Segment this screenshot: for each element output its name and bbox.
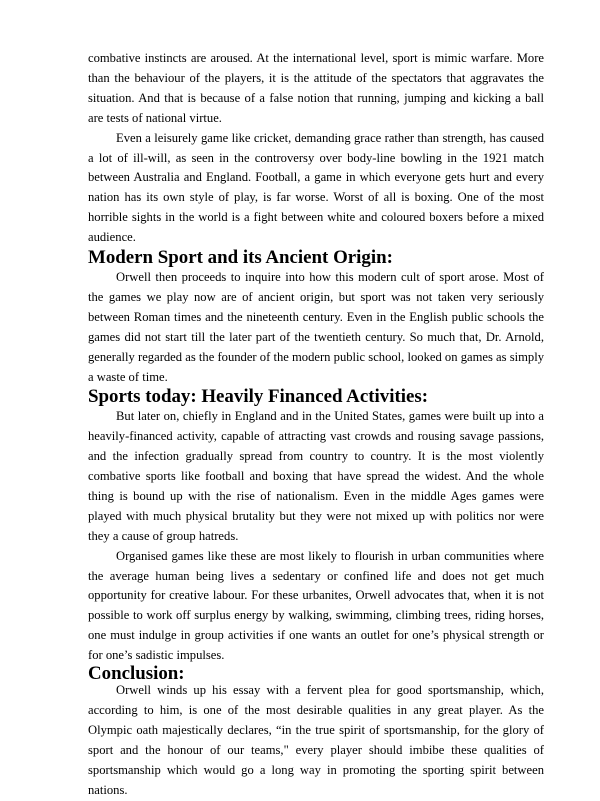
paragraph-spectators: combative instincts are aroused. At the international level, sport is mimic warfare. More than the behaviour of the players, it is the attitude of the spectators that aggravates the situation. And that is because of a false notion that running, jumping and kicking a ball are tests of national virtue. bbox=[88, 51, 544, 125]
paragraph-financed-activity: But later on, chiefly in England and in the United States, games were built up into a heavily-financed activity, capable of attracting vast crowds and rousing savage passions, and the infection gradually spread from country to country. It is the most violently combative sports like football and boxing that have spread the widest. And the whole thing is bound up with the rise of nationalism. Even in the middle Ages games were played with much physical brutality but they were not mixed up with politics nor were they a cause of group hatreds. bbox=[88, 409, 544, 543]
paragraph-origin: Orwell then proceeds to inquire into how this modern cult of sport arose. Most of the games we play now are of ancient origin, but sport was not taken very seriously between Roman times and the nineteenth century. Even in the English public schools the games did not start till the later part of the twentieth century. So much that, Dr. Arnold, generally regarded as the founder of the modern public school, looked on games as simply a waste of time. bbox=[88, 269, 544, 384]
paragraph-cricket-football-boxing: Even a leisurely game like cricket, demanding grace rather than strength, has caused a lot of ill-will, as seen in the controversy over body-line bowling in the 1921 match between Australia and England. Football, a game in which everyone gets hurt and every nation has its own style of play, is far worse. Worst of all is boxing. One of the most horrible sights in the world is a fight between white and coloured boxers before a mixed audience. bbox=[88, 130, 544, 245]
document-page bbox=[88, 49, 544, 801]
heading-conclusion: Conclusion: bbox=[88, 663, 185, 685]
paragraph-conclusion: Orwell winds up his essay with a fervent plea for good sportsmanship, which, according to him, is one of the most desirable qualities in any great player. As the Olympic oath majestically declares, “in the true spirit of sportsmanship, for the glory of sport and the honour of our teams," every player should imbibe these qualities of sportsmanship which would go a long way in promoting the sporting spirit between nations. bbox=[88, 683, 544, 797]
paragraph-organised-games: Organised games like these are most likely to flourish in urban communities where the average human being lives a sedentary or confined life and does not get much opportunity for creative labour. For these urbanites, Orwell advocates that, when it is not possible to work off surplus energy by walking, swimming, climbing trees, riding horses, one must indulge in group activities if one wants an outlet for one’s physical strength or for one’s sadistic impulses. bbox=[88, 548, 544, 663]
heading-heavily-financed: Sports today: Heavily Financed Activities: bbox=[88, 386, 429, 408]
heading-modern-sport-origin: Modern Sport and its Ancient Origin: bbox=[88, 247, 393, 269]
